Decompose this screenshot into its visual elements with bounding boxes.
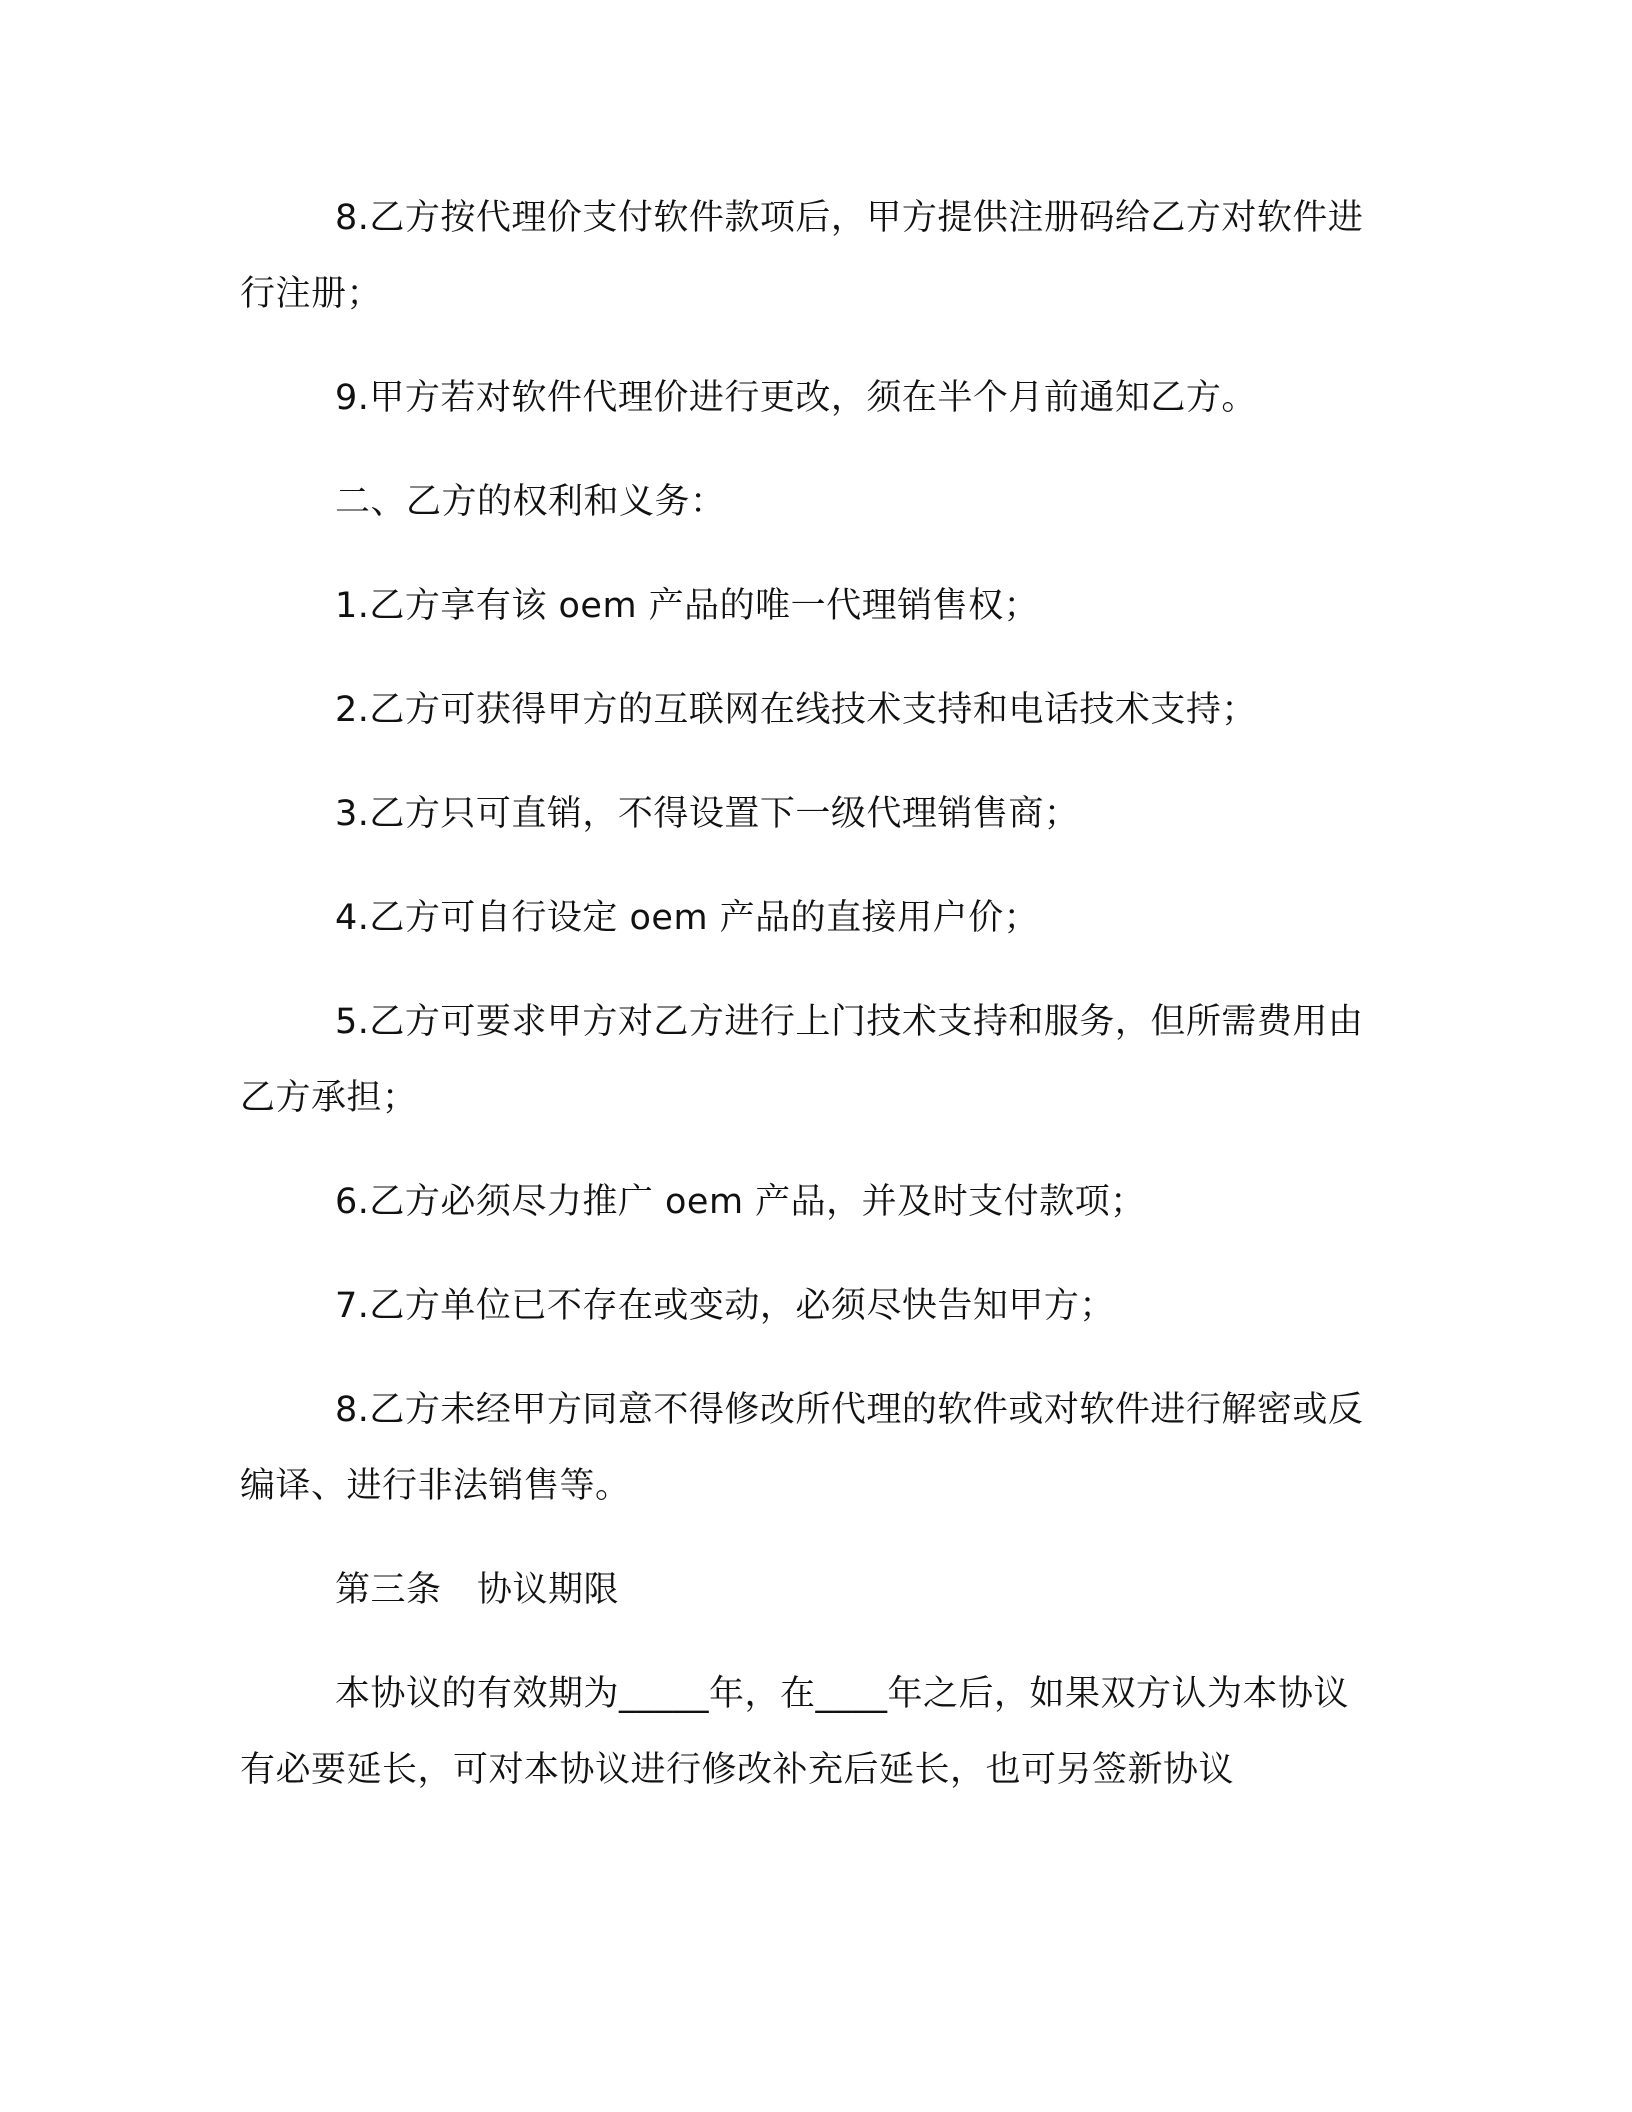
clause-party-a-8: 8.乙方按代理价支付软件款项后，甲方提供注册码给乙方对软件进行注册；	[240, 198, 1364, 314]
clause-party-b-7: 7.乙方单位已不存在或变动，必须尽快告知甲方；	[335, 1286, 1115, 1326]
clause-party-b-5: 5.乙方可要求甲方对乙方进行上门技术支持和服务，但所需费用由乙方承担；	[240, 1002, 1364, 1118]
agreement-term-paragraph: 本协议的有效期为_____年，在____年之后，如果双方认为本协议有必要延长，可对本协议进行修改补充后延长，也可另签新协议	[240, 1674, 1350, 1790]
clause-party-b-1: 1.乙方享有该 oem 产品的唯一代理销售权；	[335, 586, 1040, 626]
clause-party-b-4: 4.乙方可自行设定 oem 产品的直接用户价；	[335, 898, 1040, 938]
clause-party-b-6: 6.乙方必须尽力推广 oem 产品，并及时支付款项；	[335, 1182, 1146, 1222]
clause-party-b-3: 3.乙方只可直销，不得设置下一级代理销售商；	[335, 794, 1080, 834]
document-body	[240, 180, 1380, 1836]
section-heading-party-b-rights: 二、乙方的权利和义务：	[335, 482, 726, 522]
clause-party-b-8: 8.乙方未经甲方同意不得修改所代理的软件或对软件进行解密或反编译、进行非法销售等。	[240, 1390, 1364, 1506]
article-three-heading: 第三条 协议期限	[335, 1570, 620, 1610]
clause-party-b-2: 2.乙方可获得甲方的互联网在线技术支持和电话技术支持；	[335, 690, 1257, 730]
clause-party-a-9: 9.甲方若对软件代理价进行更改，须在半个月前通知乙方。	[335, 378, 1257, 418]
